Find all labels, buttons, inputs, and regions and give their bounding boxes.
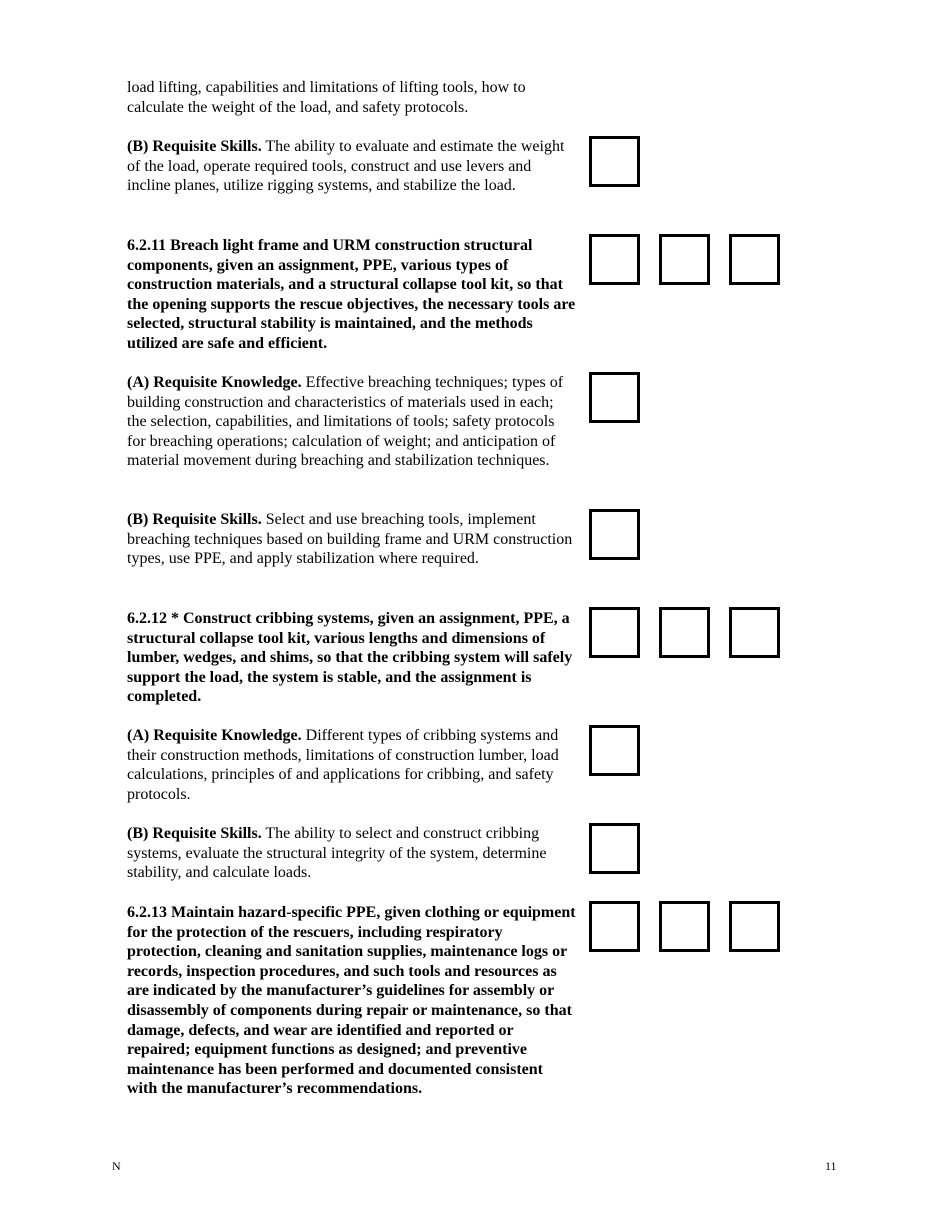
checkbox[interactable] (589, 607, 640, 658)
checkbox[interactable] (589, 372, 640, 423)
paragraph-continuation (127, 78, 577, 117)
requisite-knowledge-6-2-11 (127, 373, 577, 471)
checkbox[interactable] (589, 136, 640, 187)
block-heading: 6.2.11 Breach light frame and URM construction structural components, given an assignment, PPE, various types of construction materials, and a structural collapse tool kit, so that the opening supports the rescue objectives, the necessary tools are selected, structural stability is maintained, and the methods utilized are safe and efficient. (127, 237, 576, 352)
page-number: 11 (825, 1159, 837, 1173)
block-text: Select and use breaching tools, implement breaching techniques based on building frame and URM construction types, use PPE, and apply stabilization where required. (127, 511, 573, 568)
jpr-6-2-13 (127, 903, 577, 1099)
checkbox-group (589, 372, 659, 423)
checkbox-group (589, 901, 799, 952)
block-heading: (B) Requisite Skills. (127, 138, 262, 155)
checkbox[interactable] (729, 234, 780, 285)
checkbox[interactable] (659, 901, 710, 952)
block-text: The ability to evaluate and estimate the weight of the load, operate required tools, construct and use levers and incline planes, utilize rigging systems, and stabilize the load. (127, 138, 565, 195)
requisite-knowledge-6-2-12 (127, 726, 577, 804)
checkbox[interactable] (659, 607, 710, 658)
checkbox[interactable] (729, 607, 780, 658)
checkbox[interactable] (589, 725, 640, 776)
requisite-skills-6-2-12 (127, 824, 577, 883)
checkbox[interactable] (589, 234, 640, 285)
checkbox[interactable] (589, 823, 640, 874)
checkbox-group (589, 725, 659, 776)
checkbox-group (589, 509, 659, 560)
block-heading: (A) Requisite Knowledge. (127, 374, 302, 391)
checkbox[interactable] (659, 234, 710, 285)
checkbox[interactable] (589, 901, 640, 952)
block-text: Different types of cribbing systems and their construction methods, limitations of construction lumber, load calculations, principles of and applications for cribbing, and safety protocols. (127, 727, 559, 803)
checkbox-group (589, 136, 659, 187)
requisite-skills-6-2-11 (127, 510, 577, 569)
block-text: Effective breaching techniques; types of building construction and characteristics of materials used in each; the selection, capabilities, and limitations of tools; safety protocols for breaching operations; calculation of weight; and anticipation of material movement during breaching and stabilization techniques. (127, 374, 564, 470)
footer-left: N (112, 1159, 121, 1173)
block-heading: (B) Requisite Skills. (127, 511, 262, 528)
jpr-6-2-12 (127, 609, 577, 707)
block-heading: (A) Requisite Knowledge. (127, 727, 302, 744)
checkbox[interactable] (729, 901, 780, 952)
checkbox-group (589, 234, 799, 285)
block-text: The ability to select and construct cribbing systems, evaluate the structural integrity of the system, determine stability, and calculate loads. (127, 825, 547, 882)
checkbox-group (589, 823, 659, 874)
checkbox[interactable] (589, 509, 640, 560)
block-heading: (B) Requisite Skills. (127, 825, 262, 842)
requisite-skills-6-2-10 (127, 137, 577, 196)
block-text: load lifting, capabilities and limitations of lifting tools, how to calculate the weight of the load, and safety protocols. (127, 79, 526, 116)
block-heading: 6.2.12 * Construct cribbing systems, given an assignment, PPE, a structural collapse tool kit, various lengths and dimensions of lumber, wedges, and shims, so that the cribbing system will safely support the load, the system is stable, and the assignment is completed. (127, 610, 573, 706)
checkbox-group (589, 607, 799, 658)
jpr-6-2-11 (127, 236, 577, 354)
block-heading: 6.2.13 Maintain hazard-specific PPE, given clothing or equipment for the protection of the rescuers, including respiratory protection, cleaning and sanitation supplies, maintenance logs or records, inspection procedures, and such tools and resources as are indicated by the manufacturer’s guidelines for assembly or disassembly of components during repair or maintenance, so that damage, defects, and wear are identified and reported or repaired; equipment functions as designed; and preventive maintenance has been performed and documented consistent with the manufacturer’s recommendations. (127, 904, 576, 1098)
